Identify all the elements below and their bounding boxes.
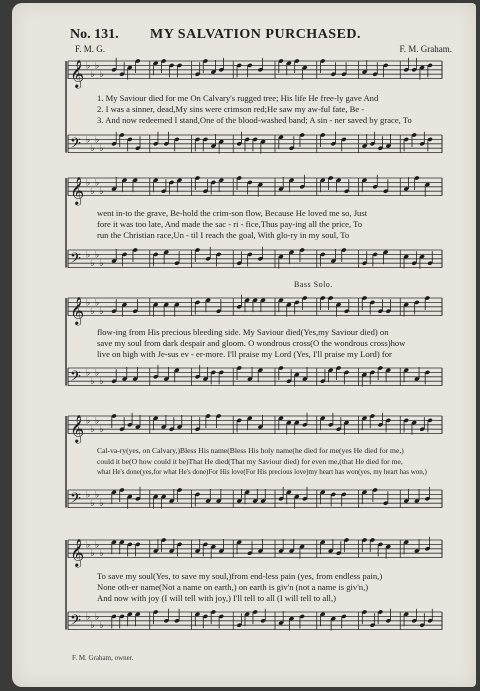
lyric-line: flow-ing from His precious bleeding side. My Saviour died(Yes,my Saviour died) on xyxy=(97,327,389,337)
flat-icon: ♭ xyxy=(95,250,100,261)
flat-icon: ♭ xyxy=(90,187,95,198)
flat-icon: ♭ xyxy=(95,368,100,379)
flat-icon: ♭ xyxy=(90,499,95,510)
lyric-line: 3. And now redeemed I stand,One of the blood-washed band; A sin - ner saved by grace, To xyxy=(97,115,412,125)
composer-initials: F. M. G. xyxy=(75,44,106,54)
flat-icon: ♭ xyxy=(95,490,100,501)
flat-icon: ♭ xyxy=(95,540,100,551)
treble-clef-icon: 𝄞 xyxy=(70,176,85,205)
flat-icon: ♭ xyxy=(99,549,104,560)
flat-icon: ♭ xyxy=(95,135,100,146)
treble-clef-icon: 𝄞 xyxy=(70,414,85,443)
flat-icon: ♭ xyxy=(95,178,100,189)
treble-clef-icon: 𝄞 xyxy=(70,538,85,567)
flat-icon: ♭ xyxy=(99,499,104,510)
treble-clef-icon: 𝄞 xyxy=(70,59,85,88)
flat-icon: ♭ xyxy=(86,178,91,189)
hymn-title: MY SALVATION PURCHASED. xyxy=(150,27,362,42)
lyric-line: what He's done(yes,for what He's done)For His love(For His precious love)my heart has won(yes, my heart has won,) xyxy=(97,468,427,476)
flat-icon: ♭ xyxy=(99,187,104,198)
lyric-line: None oth-er name(Not a name on earth,) on earth is giv'n (not a name is giv'n,) xyxy=(97,582,369,592)
flat-icon: ♭ xyxy=(90,307,95,318)
flat-icon: ♭ xyxy=(95,61,100,72)
flat-icon: ♭ xyxy=(86,61,91,72)
flat-icon: ♭ xyxy=(86,135,91,146)
flat-icon: ♭ xyxy=(90,259,95,270)
bass-clef-icon: 𝄢 xyxy=(70,612,81,633)
bass-clef-icon: 𝄢 xyxy=(70,250,81,271)
flat-icon: ♭ xyxy=(90,144,95,155)
flat-icon: ♭ xyxy=(86,416,91,427)
flat-icon: ♭ xyxy=(95,416,100,427)
composer-name: F. M. Graham. xyxy=(399,44,452,54)
flat-icon: ♭ xyxy=(90,549,95,560)
lyric-line: fore it was too late, And made the sac - ri - fice,Thus pay-ing all the price, To xyxy=(97,219,363,229)
lyric-line: live on high with Je-sus ev - er-more. I'll praise my Lord (Yes, I'll praise my Lord) for xyxy=(97,349,392,359)
lyric-line: 2. I was a sinner, dead,My sins were crimson red;He saw my aw-ful fate, Be - xyxy=(97,104,365,114)
hymn-number: No. 131. xyxy=(70,27,119,42)
flat-icon: ♭ xyxy=(86,298,91,309)
treble-clef-icon: 𝄞 xyxy=(70,296,85,325)
flat-icon: ♭ xyxy=(86,368,91,379)
lyric-line: run the Christian race,Un - til I reach the goal, With glo-ry in my soul, To xyxy=(97,230,350,240)
lyric-line: To save my soul(Yes, to save my soul,)from end-less pain (yes, from endless pain,) xyxy=(97,571,383,581)
flat-icon: ♭ xyxy=(90,425,95,436)
flat-icon: ♭ xyxy=(99,259,104,270)
lyric-line: And now with joy (I will tell with joy,) I'll tell to all (I will tell to all,) xyxy=(97,593,336,603)
flat-icon: ♭ xyxy=(99,621,104,632)
lyric-line: 1. My Saviour died for me On Calvary's rugged tree; His life He free-ly gave And xyxy=(97,93,379,103)
flat-icon: ♭ xyxy=(99,70,104,81)
flat-icon: ♭ xyxy=(95,298,100,309)
flat-icon: ♭ xyxy=(99,377,104,388)
lyric-line: went in-to the grave, Be-hold the crim-son flow, Because He loved me so, Just xyxy=(97,208,368,218)
flat-icon: ♭ xyxy=(86,612,91,623)
flat-icon: ♭ xyxy=(99,425,104,436)
bass-clef-icon: 𝄢 xyxy=(70,490,81,511)
lyric-line: could it be(O how could it be)That He died(That my Saviour died) for even me,(that He died for me, xyxy=(97,457,403,466)
lyric-line: Cal-va-ry(yes, on Calvary,)Bless His name(Bless His holy name(he died for me(yes He died for me,) xyxy=(97,446,404,455)
flat-icon: ♭ xyxy=(86,540,91,551)
bass-clef-icon: 𝄢 xyxy=(70,135,81,156)
flat-icon: ♭ xyxy=(86,490,91,501)
flat-icon: ♭ xyxy=(90,377,95,388)
lyric-line: save my soul from dark despair and gloom. O wondrous cross(O the wondrous cross)how xyxy=(97,338,406,348)
bass-solo-label: Bass Solo. xyxy=(294,280,333,289)
flat-icon: ♭ xyxy=(99,144,104,155)
flat-icon: ♭ xyxy=(90,70,95,81)
owner-note: F. M. Graham, owner. xyxy=(72,654,134,662)
flat-icon: ♭ xyxy=(99,307,104,318)
bass-clef-icon: 𝄢 xyxy=(70,368,81,389)
flat-icon: ♭ xyxy=(86,250,91,261)
flat-icon: ♭ xyxy=(90,621,95,632)
flat-icon: ♭ xyxy=(95,612,100,623)
